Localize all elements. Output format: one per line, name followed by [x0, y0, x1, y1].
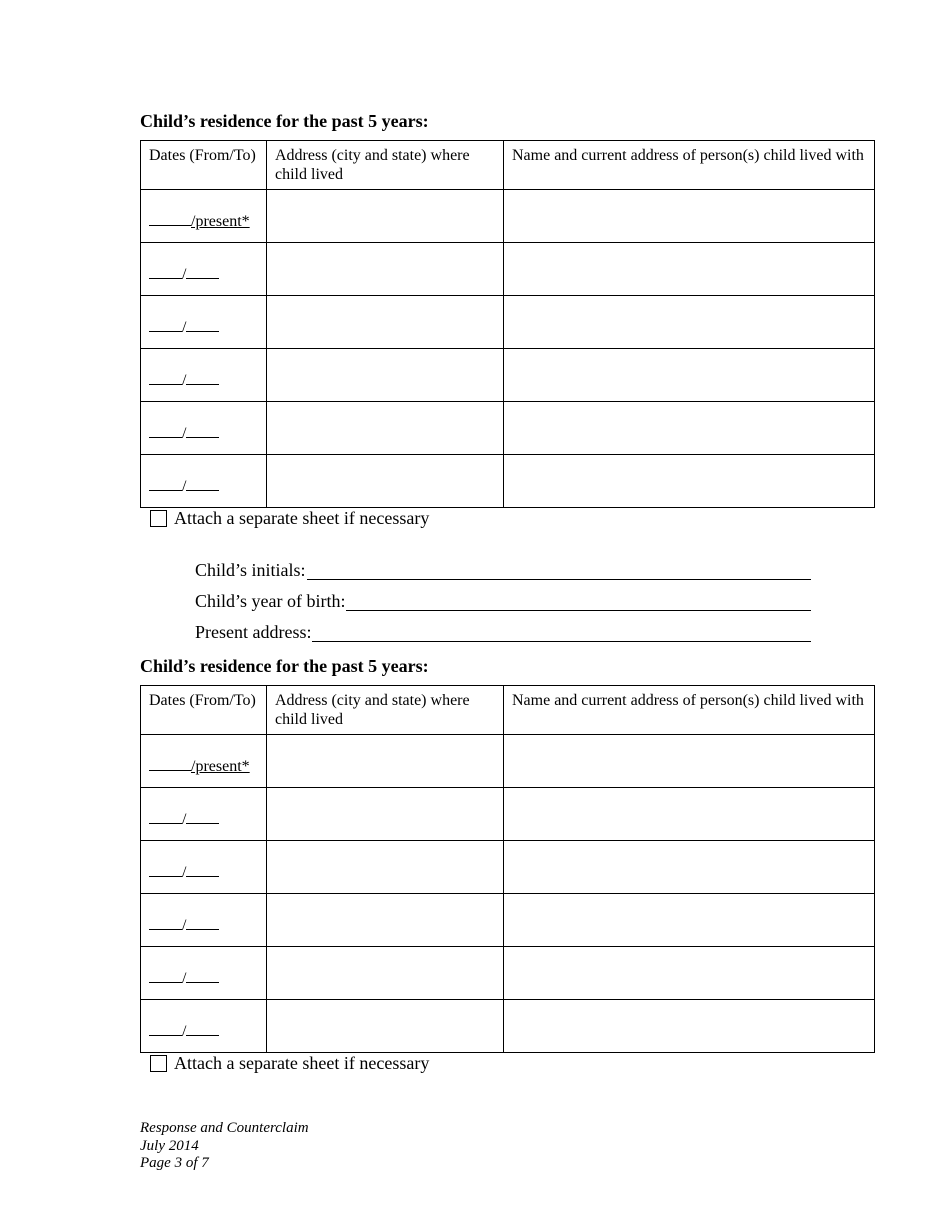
attach-sheet-checkbox[interactable] — [150, 1055, 167, 1072]
page-footer — [140, 1120, 309, 1173]
date-cell[interactable] — [141, 841, 267, 894]
residence-table-1 — [140, 140, 875, 508]
date-cell[interactable] — [141, 402, 267, 455]
present-address-input[interactable] — [312, 623, 811, 642]
date-from-blank[interactable] — [149, 913, 182, 930]
address-cell[interactable] — [267, 243, 504, 296]
person-cell[interactable] — [504, 894, 875, 947]
date-to-blank[interactable] — [186, 913, 219, 930]
date-to-blank[interactable] — [186, 860, 219, 877]
date-from-blank[interactable] — [149, 860, 182, 877]
date-present-label: /present* — [191, 212, 250, 230]
address-cell[interactable] — [267, 349, 504, 402]
child-year-of-birth-label: Child’s year of birth: — [195, 591, 346, 611]
child-initials-field — [195, 560, 811, 580]
date-cell[interactable] — [141, 1000, 267, 1053]
address-cell[interactable] — [267, 455, 504, 508]
date-to-blank[interactable] — [186, 966, 219, 983]
table-row — [141, 402, 875, 455]
person-cell[interactable] — [504, 455, 875, 508]
date-from-blank[interactable] — [149, 474, 182, 491]
date-from-blank[interactable] — [149, 368, 182, 385]
person-cell[interactable] — [504, 190, 875, 243]
column-header-dates: Dates (From/To) — [141, 686, 267, 735]
footer-page-number: Page 3 of 7 — [140, 1155, 209, 1171]
address-cell[interactable] — [267, 735, 504, 788]
date-cell[interactable] — [141, 455, 267, 508]
date-separator: / — [182, 265, 187, 283]
date-from-blank[interactable] — [149, 315, 182, 332]
date-separator: / — [182, 371, 187, 389]
child-year-of-birth-field — [195, 591, 811, 611]
column-header-person: Name and current address of person(s) child lived with — [504, 686, 875, 735]
date-to-blank[interactable] — [186, 421, 219, 438]
date-from-blank[interactable] — [149, 1019, 182, 1036]
date-separator: / — [182, 318, 187, 336]
date-from-blank[interactable] — [149, 421, 182, 438]
child-year-of-birth-input[interactable] — [346, 592, 811, 611]
table-row — [141, 947, 875, 1000]
date-cell[interactable] — [141, 894, 267, 947]
table-header-row — [141, 141, 875, 190]
table-row — [141, 841, 875, 894]
child-initials-input[interactable] — [307, 561, 811, 580]
date-separator: / — [182, 810, 187, 828]
date-separator: / — [182, 969, 187, 987]
date-from-blank[interactable] — [149, 754, 191, 771]
date-separator: / — [182, 863, 187, 881]
column-header-address: Address (city and state) where child lived — [267, 686, 504, 735]
attach-sheet-option-1[interactable] — [150, 508, 429, 528]
date-separator: / — [182, 1022, 187, 1040]
present-address-label: Present address: — [195, 622, 312, 642]
table-row — [141, 243, 875, 296]
date-to-blank[interactable] — [186, 368, 219, 385]
attach-sheet-label: Attach a separate sheet if necessary — [174, 1053, 430, 1073]
attach-sheet-option-2[interactable] — [150, 1053, 429, 1073]
person-cell[interactable] — [504, 735, 875, 788]
date-from-blank[interactable] — [149, 262, 182, 279]
date-cell[interactable] — [141, 735, 267, 788]
child-initials-label: Child’s initials: — [195, 560, 306, 580]
date-cell[interactable] — [141, 788, 267, 841]
date-to-blank[interactable] — [186, 474, 219, 491]
column-header-address: Address (city and state) where child lived — [267, 141, 504, 190]
residence-table-2 — [140, 685, 875, 1053]
date-present-label: /present* — [191, 757, 250, 775]
person-cell[interactable] — [504, 1000, 875, 1053]
date-cell[interactable] — [141, 243, 267, 296]
column-header-dates: Dates (From/To) — [141, 141, 267, 190]
table-row — [141, 894, 875, 947]
person-cell[interactable] — [504, 349, 875, 402]
date-from-blank[interactable] — [149, 209, 191, 226]
date-to-blank[interactable] — [186, 807, 219, 824]
footer-date: July 2014 — [140, 1137, 199, 1154]
table-row — [141, 349, 875, 402]
date-to-blank[interactable] — [186, 315, 219, 332]
date-separator: / — [182, 916, 187, 934]
table-header-row — [141, 686, 875, 735]
date-cell[interactable] — [141, 349, 267, 402]
table-row — [141, 788, 875, 841]
address-cell[interactable] — [267, 296, 504, 349]
person-cell[interactable] — [504, 841, 875, 894]
person-cell[interactable] — [504, 947, 875, 1000]
date-cell[interactable] — [141, 947, 267, 1000]
table-row — [141, 455, 875, 508]
address-cell[interactable] — [267, 947, 504, 1000]
date-to-blank[interactable] — [186, 262, 219, 279]
date-from-blank[interactable] — [149, 966, 182, 983]
table-row — [141, 1000, 875, 1053]
address-cell[interactable] — [267, 788, 504, 841]
section-2-heading: Child’s residence for the past 5 years: — [140, 656, 429, 676]
date-separator: / — [182, 424, 187, 442]
date-cell[interactable] — [141, 296, 267, 349]
date-from-blank[interactable] — [149, 807, 182, 824]
date-to-blank[interactable] — [186, 1019, 219, 1036]
address-cell[interactable] — [267, 190, 504, 243]
attach-sheet-label: Attach a separate sheet if necessary — [174, 508, 430, 528]
section-1-heading: Child’s residence for the past 5 years: — [140, 111, 429, 131]
table-row — [141, 190, 875, 243]
address-cell[interactable] — [267, 894, 504, 947]
person-cell[interactable] — [504, 788, 875, 841]
footer-document-title: Response and Counterclaim — [140, 1120, 309, 1136]
date-cell[interactable] — [141, 190, 267, 243]
table-row — [141, 735, 875, 788]
date-separator: / — [182, 477, 187, 495]
person-cell[interactable] — [504, 402, 875, 455]
table-row — [141, 296, 875, 349]
person-cell[interactable] — [504, 296, 875, 349]
address-cell[interactable] — [267, 1000, 504, 1053]
present-address-field — [195, 622, 811, 642]
attach-sheet-checkbox[interactable] — [150, 510, 167, 527]
address-cell[interactable] — [267, 841, 504, 894]
person-cell[interactable] — [504, 243, 875, 296]
column-header-person: Name and current address of person(s) child lived with — [504, 141, 875, 190]
address-cell[interactable] — [267, 402, 504, 455]
